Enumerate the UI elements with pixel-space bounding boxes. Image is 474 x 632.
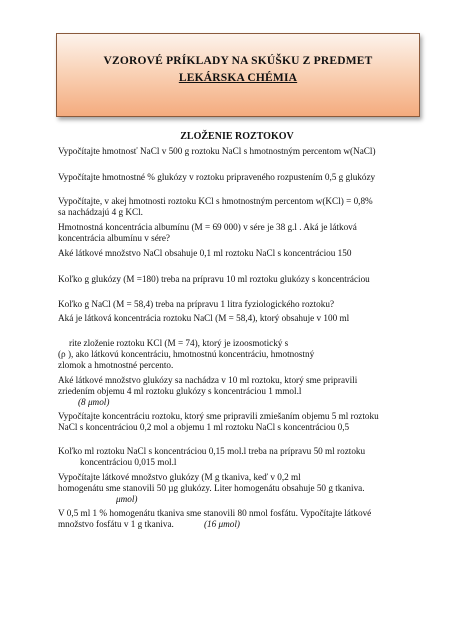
exercise-text: Vypočítajte, v akej hmotnosti roztoku KCl s hmotnostným percentom w(KCl) = 0,8% — [58, 196, 373, 206]
exercise-text: Aká je látková koncentrácia roztoku NaCl (M = 58,4), ktorý obsahuje v 100 ml — [58, 313, 350, 323]
section-heading: ZLOŽENIE ROZTOKOV — [180, 131, 294, 142]
exercise-text: Hmotnostná koncentrácia albumínu (M = 69 000) v sére je 38 g.l . Aká je látková — [58, 222, 357, 232]
exercise-text: množstvo fosfátu v 1 g tkaniva. — [58, 519, 174, 529]
document-title: VZOROVÉ PRÍKLADY NA SKÚŠKU Z PREDMET — [103, 55, 373, 67]
exercise-text: homogenátu sme stanovili 50 µg glukózy. Liter homogenátu obsahuje 50 g tkaniva. — [58, 483, 365, 493]
document-subtitle: LEKÁRSKA CHÉMIA — [178, 72, 298, 84]
exercise-text: Koľko g glukózy (M =180) treba na prípravu 10 ml roztoku glukózy s koncentráciou — [58, 274, 370, 284]
answer-text: μmol) — [116, 494, 138, 504]
exercise-text: Vypočítajte koncentráciu roztoku, ktorý sme pripravili zmiešaním objemu 5 ml roztoku — [58, 411, 379, 421]
exercise-text: zlomok a hmotnostné percento. — [58, 360, 174, 370]
exercise-text: zriedením objemu 4 ml roztoku glukózy s koncentráciou 1 mmol.l — [58, 386, 302, 396]
exercise-text: rite zloženie roztoku KCl (M = 74), ktorý je izoosmotický s — [69, 338, 289, 348]
answer-text: (8 μmol) — [78, 397, 110, 407]
answer-text: (16 μmol) — [204, 519, 240, 529]
exercise-text: Vypočítajte látkové množstvo glukózy (M g tkaniva, keď v 0,2 ml — [58, 472, 301, 482]
exercise-text: V 0,5 ml 1 % homogenátu tkaniva sme stanovili 80 nmol fosfátu. Vypočítajte látkové — [58, 508, 372, 518]
exercise-text: NaCl s koncentráciou 0,2 mol a objemu 1 ml roztoku NaCl s koncentráciou 0,5 — [58, 422, 350, 432]
title-banner — [56, 33, 420, 117]
exercise-text: Koľko ml roztoku NaCl s koncentráciou 0,15 mol.l treba na prípravu 50 ml roztoku — [58, 446, 366, 456]
exercise-text: Vypočítajte hmotnostné % glukózy v roztoku pripraveného rozpustením 0,5 g glukózy — [58, 172, 376, 182]
exercise-text: Aké látkové množstvo NaCl obsahuje 0,1 ml roztoku NaCl s koncentráciou 150 — [58, 248, 352, 258]
exercise-text: sa nachádzajú 4 g KCl. — [58, 207, 143, 217]
exercise-text: (ρ ), ako látkovú koncentráciu, hmotnostnú koncentráciu, hmotnostný — [58, 349, 315, 359]
exercise-text: koncentráciou 0,015 mol.l — [80, 457, 177, 467]
exercise-text: Koľko g NaCl (M = 58,4) treba na prípravu 1 litra fyziologického roztoku? — [58, 299, 335, 309]
exercise-text: Aké látkové množstvo glukózy sa nachádza v 10 ml roztoku, ktorý sme pripravili — [58, 375, 358, 385]
exercise-text: Vypočítajte hmotnosť NaCl v 500 g roztoku NaCl s hmotnostným percentom w(NaCl) — [58, 146, 376, 156]
exercise-text: koncentrácia albumínu v sére? — [58, 233, 170, 243]
